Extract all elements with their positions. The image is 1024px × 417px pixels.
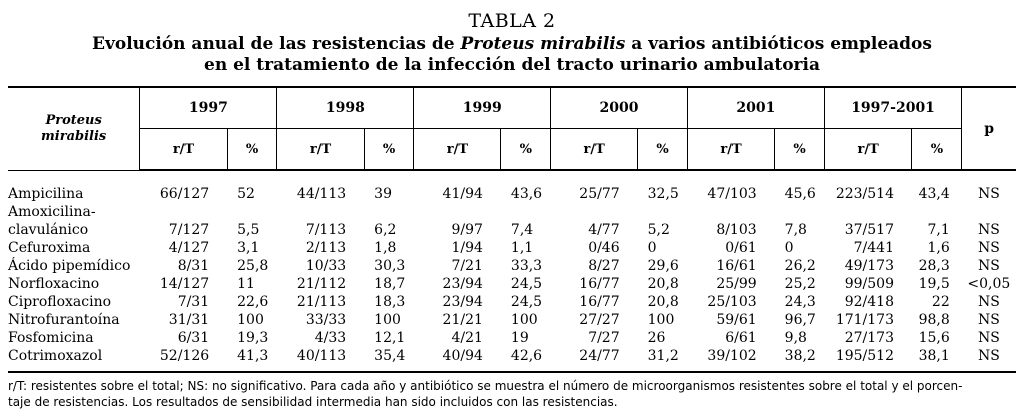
rt-cell: 39/102 [687, 347, 774, 372]
rt-cell: 7/27 [588, 330, 620, 346]
rt-cell: 23/94 [442, 294, 483, 310]
antibiotic-name: Cefuroxima [8, 240, 91, 256]
pct-cell: 52 [237, 186, 255, 202]
year-header: 1999 [414, 87, 551, 129]
title-line-1 [0, 34, 1024, 55]
empty-cell [364, 203, 414, 221]
p-value-cell: NS [977, 240, 1000, 256]
pct-cell: 25,2 [784, 276, 816, 292]
empty-cell [414, 203, 501, 221]
antibiotic-name: Ciprofloxacino [8, 294, 112, 310]
pct-cell: 6,2 [374, 222, 397, 238]
pct-cell: 7,8 [784, 222, 807, 238]
pct-cell: 96,7 [784, 312, 816, 328]
rt-cell: 40/94 [414, 347, 501, 372]
pct-cell: 42,6 [501, 347, 551, 372]
table-body [8, 170, 1016, 372]
table-row [8, 239, 1016, 257]
pct-header: % [501, 129, 551, 171]
table-row [8, 170, 1016, 203]
rt-cell: 0/61 [725, 240, 757, 256]
pct-cell: 98,8 [918, 312, 950, 328]
pct-cell: 32,5 [647, 186, 679, 202]
rt-cell: 92/418 [844, 294, 894, 310]
pct-cell: 19,3 [237, 330, 269, 346]
p-value-cell: NS [962, 347, 1016, 372]
pct-cell: 20,8 [647, 276, 679, 292]
table-row [8, 329, 1016, 347]
pct-cell: 26,2 [784, 258, 816, 274]
rt-cell: 31/31 [168, 312, 210, 328]
footnote-line-2: taje de resistencias. Los resultados de sensibilidad intermedia han sido incluidos con las resistencias. [8, 395, 618, 409]
title-species: Proteus mirabilis [460, 34, 626, 54]
table-label: TABLA 2 [468, 10, 556, 32]
pct-cell: 24,3 [784, 294, 816, 310]
pct-cell: 0 [647, 240, 657, 256]
pct-cell: 18,3 [374, 294, 406, 310]
year-header: 1998 [277, 87, 414, 129]
pct-cell: 35,4 [364, 347, 414, 372]
rt-cell: 49/173 [844, 258, 894, 274]
pct-header: % [638, 129, 688, 171]
rt-cell: 8/27 [588, 258, 620, 274]
p-value-cell: NS [977, 294, 1000, 310]
resistance-table [8, 86, 1016, 373]
year-header: 2000 [551, 87, 688, 129]
antibiotic-name: Cotrimoxazol [8, 347, 140, 372]
rt-cell: 7/31 [177, 294, 210, 310]
rt-cell: 25/103 [707, 294, 757, 310]
year-header: 1997-2001 [824, 87, 961, 129]
rt-header: r/T [824, 129, 912, 171]
empty-cell [140, 203, 227, 221]
rt-cell: 6/31 [177, 330, 210, 346]
pct-header: % [775, 129, 825, 171]
rt-cell: 25/77 [579, 186, 620, 202]
rt-header: r/T [140, 129, 227, 171]
pct-cell: 29,6 [647, 258, 679, 274]
title-part-2: a varios antibióticos empleados [625, 34, 932, 54]
rt-cell: 59/61 [716, 312, 757, 328]
rt-cell: 24/77 [551, 347, 638, 372]
rt-cell: 4/127 [168, 240, 210, 256]
empty-cell [551, 203, 638, 221]
pct-cell: 45,6 [784, 186, 816, 202]
rt-header: r/T [414, 129, 501, 171]
empty-cell [227, 203, 277, 221]
pct-cell: 1,8 [374, 240, 397, 256]
year-header: 2001 [687, 87, 824, 129]
rt-cell: 223/514 [835, 186, 894, 202]
pct-cell: 38,2 [775, 347, 825, 372]
p-value-cell: NS [977, 258, 1000, 274]
rt-cell: 7/113 [305, 222, 347, 238]
p-value-cell: <0,05 [967, 276, 1011, 292]
title-part-1: Evolución anual de las resistencias de [92, 34, 461, 54]
empty-cell [824, 203, 912, 221]
pct-cell: 7,1 [927, 222, 950, 238]
empty-cell [775, 203, 825, 221]
p-value-cell: NS [977, 186, 1000, 202]
pct-cell: 26 [647, 330, 666, 346]
rt-cell: 25/99 [716, 276, 757, 292]
rt-cell: 16/77 [579, 294, 620, 310]
p-value-cell: NS [977, 222, 1000, 238]
pct-cell: 9,8 [784, 330, 807, 346]
rt-cell: 21/21 [442, 312, 483, 328]
pct-cell: 18,7 [374, 276, 406, 292]
rt-cell: 171/173 [835, 312, 894, 328]
antibiotic-name: Norfloxacino [8, 276, 100, 292]
antibiotic-name: Amoxicilina- [8, 204, 96, 220]
empty-cell [962, 203, 1016, 221]
pct-cell: 100 [647, 312, 675, 328]
rt-cell: 9/97 [451, 222, 483, 238]
rt-cell: 4/77 [588, 222, 620, 238]
rt-cell: 27/173 [844, 330, 894, 346]
pct-cell: 3,1 [237, 240, 260, 256]
header-row-years [8, 87, 1016, 129]
antibiotic-name: Fosfomicina [8, 330, 94, 346]
rt-cell: 21/113 [296, 294, 347, 310]
empty-cell [638, 203, 688, 221]
rt-cell: 4/33 [314, 330, 347, 346]
organism-header-line-1: Proteus [45, 112, 102, 128]
rt-cell: 4/21 [451, 330, 483, 346]
pct-cell: 38,1 [912, 347, 962, 372]
empty-cell [277, 203, 364, 221]
header-row-subcols [8, 129, 1016, 171]
pct-header: % [912, 129, 962, 171]
pct-cell: 1,1 [510, 240, 534, 256]
pct-cell: 5,5 [237, 222, 260, 238]
rt-cell: 37/517 [844, 222, 894, 238]
rt-cell: 99/509 [844, 276, 894, 292]
antibiotic-name: Nitrofurantoína [8, 312, 120, 328]
empty-cell [501, 203, 551, 221]
footnote-line-1: r/T: resistentes sobre el total; NS: no significativo. Para cada año y antibiótico se muestra el número de microorganismos resistentes sobre el total y el porcen- [8, 379, 963, 393]
pct-cell: 19 [510, 330, 529, 346]
pct-cell: 31,2 [638, 347, 688, 372]
rt-cell: 0/46 [588, 240, 620, 256]
rt-cell: 7/127 [168, 222, 210, 238]
rt-cell: 23/94 [442, 276, 483, 292]
empty-cell [687, 203, 774, 221]
rt-header: r/T [687, 129, 774, 171]
pct-cell: 22 [931, 294, 950, 310]
organism-header-line-2: mirabilis [41, 128, 107, 144]
pct-cell: 30,3 [374, 258, 406, 274]
pct-cell: 28,3 [918, 258, 950, 274]
pct-cell: 43,6 [510, 186, 543, 202]
p-header: p [962, 87, 1016, 170]
pct-cell: 19,5 [918, 276, 950, 292]
title-line-2: en el tratamiento de la infección del tracto urinario ambulatoria [204, 55, 820, 75]
pct-cell: 12,1 [374, 330, 406, 346]
rt-cell: 47/103 [707, 186, 757, 202]
pct-cell: 1,6 [927, 240, 950, 256]
rt-cell: 2/113 [305, 240, 347, 256]
pct-cell: 41,3 [227, 347, 277, 372]
pct-cell: 0 [784, 240, 794, 256]
rt-cell: 7/441 [853, 240, 894, 256]
pct-cell: 20,8 [647, 294, 679, 310]
table-footnote [8, 378, 1018, 410]
rt-cell: 14/127 [159, 276, 210, 292]
pct-cell: 11 [237, 276, 255, 292]
empty-cell [912, 203, 962, 221]
rt-cell: 6/61 [725, 330, 757, 346]
rt-cell: 16/61 [716, 258, 757, 274]
table-row [8, 203, 1016, 221]
pct-cell: 15,6 [918, 330, 950, 346]
rt-cell: 40/113 [277, 347, 364, 372]
rt-cell: 66/127 [159, 186, 210, 202]
pct-cell: 39 [374, 186, 392, 202]
rt-cell: 1/94 [451, 240, 483, 256]
rt-cell: 7/21 [451, 258, 483, 274]
rt-cell: 195/512 [824, 347, 912, 372]
p-value-cell: NS [977, 312, 1000, 328]
table-title [0, 34, 1024, 76]
organism-header [8, 87, 140, 170]
rt-cell: 8/31 [177, 258, 210, 274]
pct-header: % [227, 129, 277, 171]
table-row [8, 311, 1016, 329]
pct-cell: 5,2 [647, 222, 670, 238]
rt-cell: 27/27 [579, 312, 620, 328]
year-header: 1997 [140, 87, 277, 129]
table-row [8, 221, 1016, 239]
table-row [8, 293, 1016, 311]
rt-header: r/T [277, 129, 364, 171]
pct-cell: 33,3 [510, 258, 543, 274]
antibiotic-name: clavulánico [8, 222, 89, 238]
pct-cell: 100 [510, 312, 538, 328]
rt-cell: 52/126 [140, 347, 227, 372]
rt-cell: 44/113 [296, 186, 347, 202]
table-row [8, 257, 1016, 275]
rt-cell: 8/103 [716, 222, 757, 238]
table-row [8, 347, 1016, 372]
antibiotic-name: Ampicilina [8, 185, 84, 202]
pct-cell: 7,4 [510, 222, 534, 238]
antibiotic-name: Ácido pipemídico [8, 258, 131, 274]
pct-cell: 43,4 [918, 186, 950, 202]
pct-cell: 25,8 [237, 258, 269, 274]
rt-cell: 16/77 [579, 276, 620, 292]
p-value-cell: NS [977, 330, 1000, 346]
table-row [8, 275, 1016, 293]
rt-header: r/T [551, 129, 638, 171]
pct-cell: 24,5 [510, 276, 543, 292]
pct-cell: 100 [237, 312, 264, 328]
pct-cell: 22,6 [237, 294, 269, 310]
rt-cell: 33/33 [305, 312, 347, 328]
rt-cell: 21/112 [296, 276, 347, 292]
rt-cell: 10/33 [305, 258, 347, 274]
rt-cell: 41/94 [442, 186, 483, 202]
pct-cell: 24,5 [510, 294, 543, 310]
pct-header: % [364, 129, 414, 171]
pct-cell: 100 [374, 312, 401, 328]
